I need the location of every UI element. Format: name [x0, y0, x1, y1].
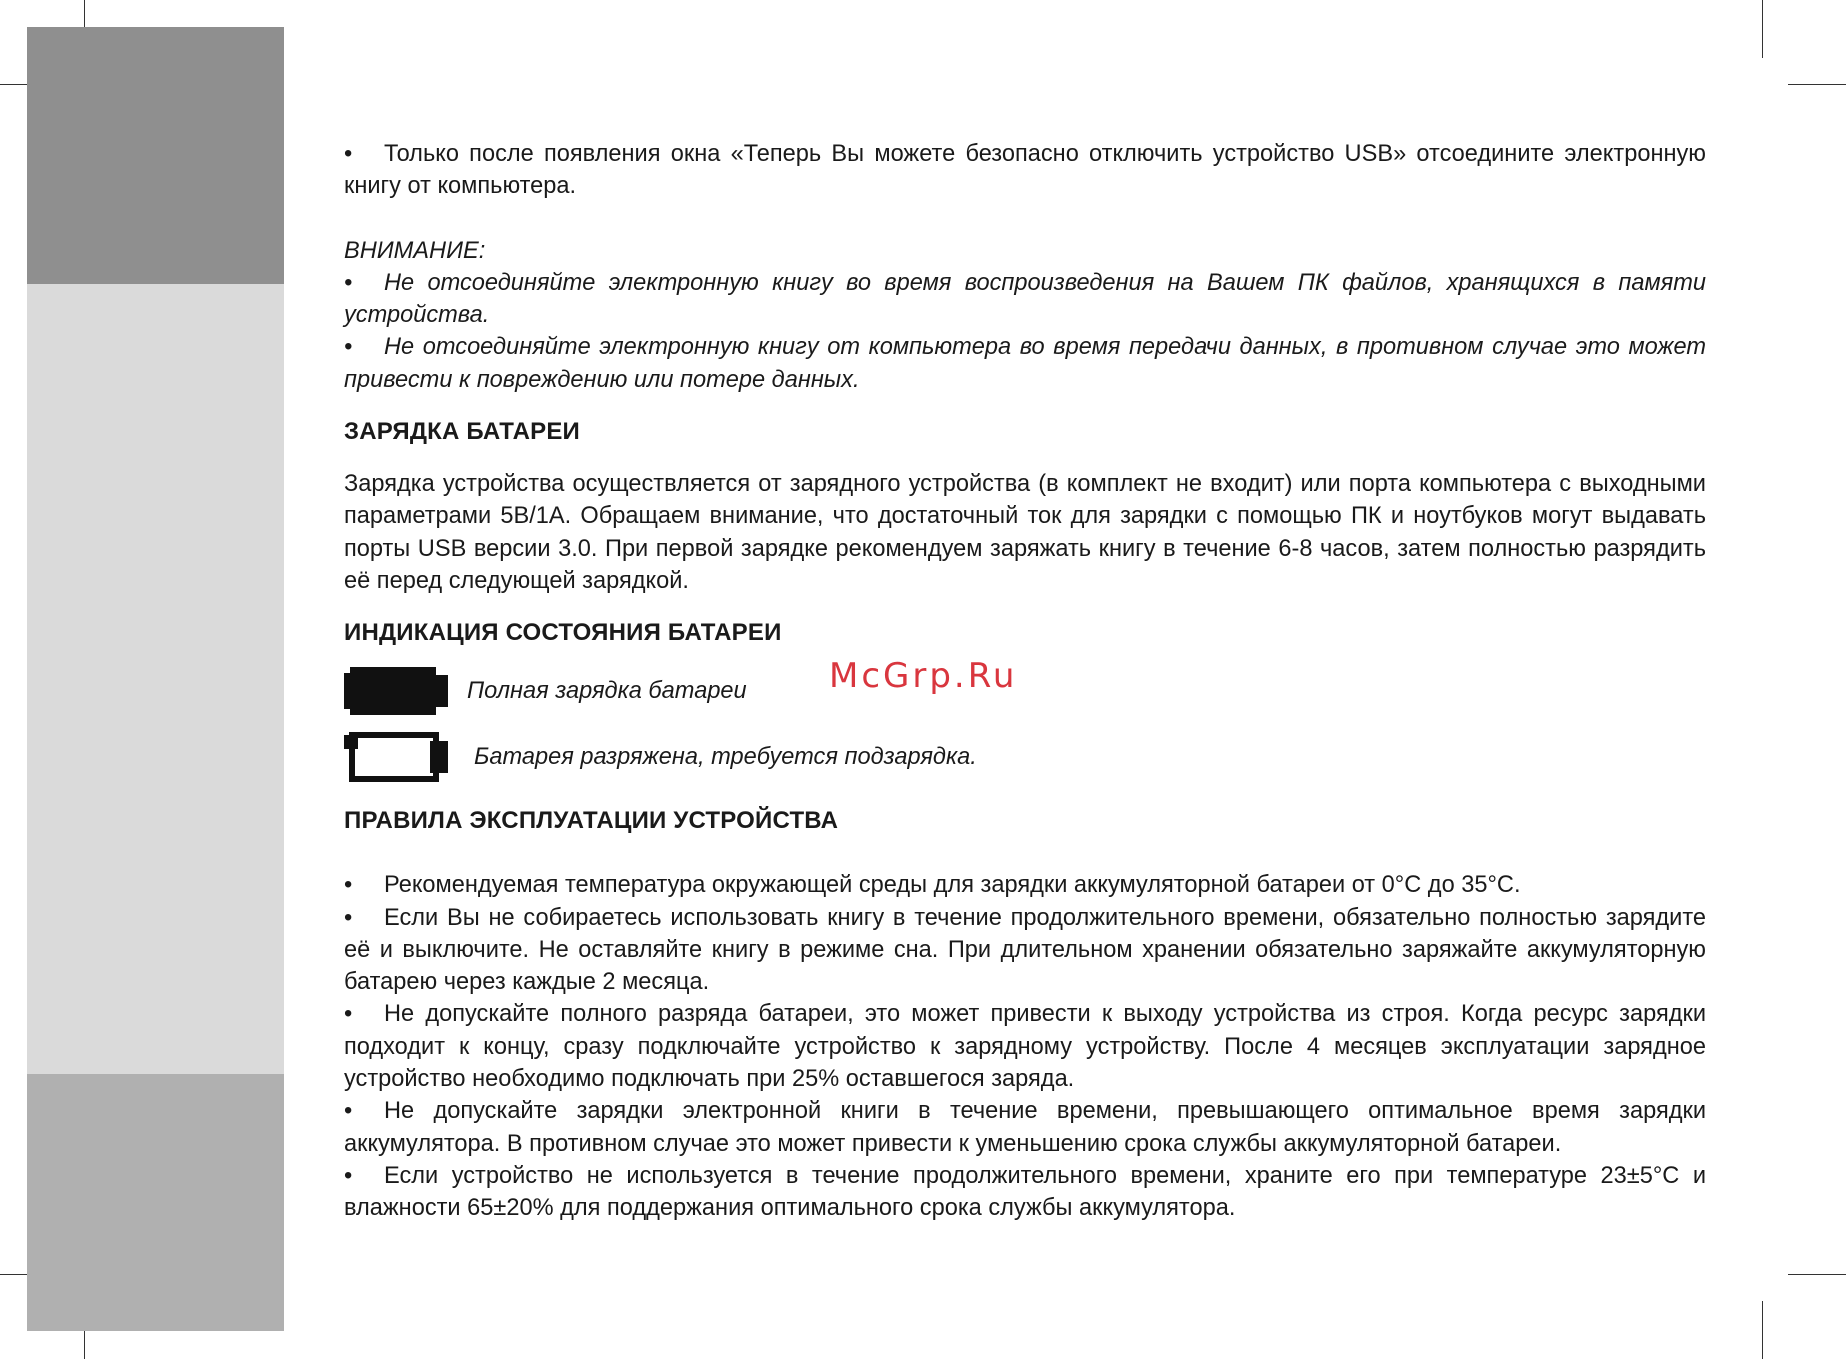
sidebar-band-bottom [27, 1074, 284, 1331]
bullet-usb: • Только после появления окна «Теперь Вы можете безопасно отключить устройство USB» отсоедините электронную книгу от компьютера. [344, 141, 1706, 200]
warning-item: • Не отсоединяйте электронную книгу от компьютера во время передачи данных, в противном случае это может привести к повреждению или потере данных. [344, 334, 1706, 393]
battery-full-label: Полная зарядка батареи [467, 678, 747, 705]
rule-item: • Не допускайте зарядки электронной книги в течение времени, превышающего оптимальное время зарядки аккумулятора. В противном случае это может привести к уменьшению срока службы аккумуляторной батареи. [344, 1098, 1706, 1157]
sidebar-band-middle [27, 284, 284, 1074]
crop-mark [1762, 1301, 1763, 1359]
bullet-usb-text: Только после появления окна «Теперь Вы можете безопасно отключить устройство USB» отсоедините электронную книгу от компьютера. [344, 141, 1706, 200]
charging-text: Зарядка устройства осуществляется от зарядного устройства (в комплект не входит) или порта компьютера с выходными параметрами 5В/1А. Обращаем внимание, что достаточный ток для зарядки с помощью ПК и ноутбуков могут выдавать порты USB версии 3.0. При первой зарядке рекомендуем заряжать книгу в течение 6-8 часов, затем полностью разрядить её перед следующей зарядкой. [344, 471, 1706, 594]
heading-rules: ПРАВИЛА ЭКСПЛУАТАЦИИ УСТРОЙСТВА [344, 807, 839, 835]
battery-empty-icon [344, 731, 448, 783]
rule-item: • Если Вы не собираетесь использовать книгу в течение продолжительного времени, обязательно полностью зарядите её и выключите. Не оставляйте книгу в режиме сна. При длительном хранении обязательно заряжайте аккумуляторную батарею через каждые 2 месяца. [344, 904, 1706, 996]
battery-full-row [344, 665, 1706, 735]
warning-title: ВНИМАНИЕ: [344, 237, 486, 264]
battery-empty-label: Батарея разряжена, требуется подзарядка. [474, 744, 977, 771]
crop-mark [1788, 84, 1846, 85]
heading-battery-status: ИНДИКАЦИЯ СОСТОЯНИЯ БАТАРЕИ [344, 619, 782, 647]
heading-charging: ЗАРЯДКА БАТАРЕИ [344, 418, 580, 446]
page-content [344, 138, 1706, 1225]
crop-mark [1788, 1274, 1846, 1275]
crop-mark [1762, 0, 1763, 58]
rule-item: • Если устройство не используется в течение продолжительного времени, храните его при температуре 23±5°С и влажности 65±20% для поддержания оптимального срока службы аккумулятора. [344, 1162, 1706, 1222]
sidebar-band-top [27, 27, 284, 284]
rule-item: • Рекомендуемая температура окружающей среды для зарядки аккумуляторной батареи от 0°С до 35°С. [344, 872, 1521, 899]
battery-full-icon [344, 665, 448, 717]
watermark: McGrp.Ru [829, 656, 1018, 696]
rule-item: • Не допускайте полного разряда батареи, это может привести к выходу устройства из строя. Когда ресурс зарядки подходит к концу, сразу подключайте устройство к зарядному устройству. После 4 месяцев эксплуатации зарядное устройство необходимо подключать при 25% оставшегося заряда. [344, 1001, 1706, 1093]
battery-empty-row [344, 735, 1706, 805]
warning-item: • Не отсоединяйте электронную книгу во время воспроизведения на Вашем ПК файлов, хранящихся в памяти устройства. [344, 269, 1706, 329]
